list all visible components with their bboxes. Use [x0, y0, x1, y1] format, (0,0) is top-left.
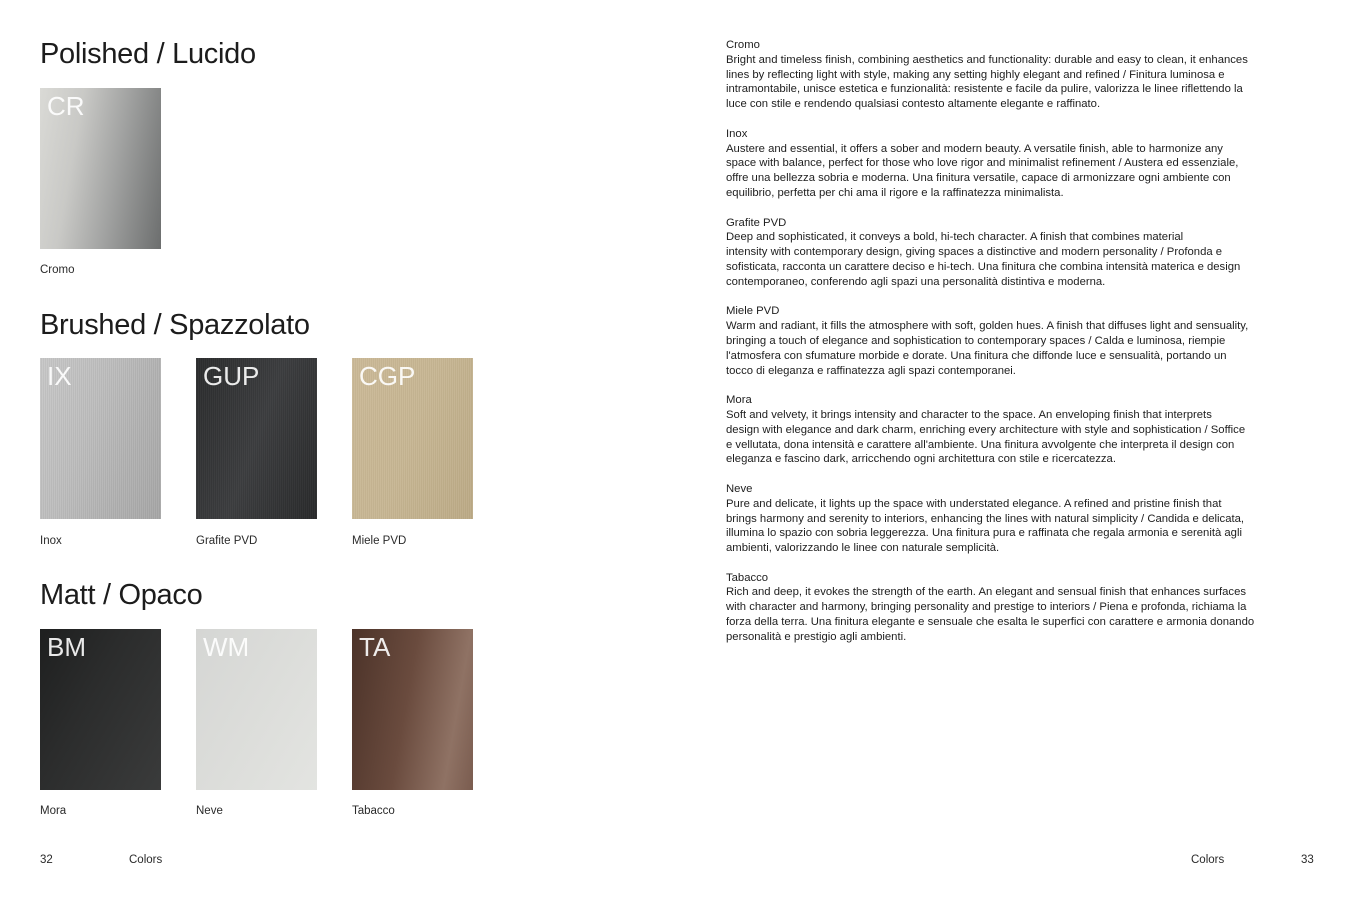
- swatch-label-mora: Mora: [40, 805, 67, 817]
- description-heading: Mora: [726, 394, 752, 407]
- description-heading: Grafite PVD: [726, 216, 787, 229]
- description-line: forza della terra. Una finitura elegante e sensuale che esalta le superfici con carattere e armonia donando: [726, 616, 1255, 629]
- description-line: tocco di eleganza e raffinatezza agli spazi contemporanei.: [726, 364, 1016, 377]
- description-line: Warm and radiant, it fills the atmosphere with soft, golden hues. A finish that diffuses light and sensuality,: [726, 320, 1249, 333]
- description-line: intramontabile, unisce estetica e funzionalità: resistente e facile da pulire, valorizza le linee riflettendo la: [726, 83, 1243, 96]
- swatch-code: GUP: [203, 361, 260, 391]
- description-heading: Cromo: [726, 39, 760, 51]
- footer-label-right: Colors: [1191, 854, 1225, 866]
- swatch-inox: [40, 358, 161, 519]
- description-line: ambienti, valorizzando le linee con naturale semplicità.: [726, 542, 1000, 555]
- description-heading: Tabacco: [726, 571, 769, 584]
- description-heading: Neve: [726, 482, 753, 495]
- swatch-code: CGP: [359, 361, 416, 391]
- description-heading: Inox: [726, 127, 748, 140]
- swatch-code: BM: [47, 632, 86, 662]
- description-line: eleganza e fascino dark, arricchendo ogni architettura con stile e ricercatezza.: [726, 453, 1116, 466]
- swatch-tabacco: [352, 629, 473, 790]
- swatch-code: TA: [359, 632, 391, 662]
- page-number-left: 32: [40, 854, 53, 866]
- description-line: design with elegance and dark charm, enriching every architecture with style and sophistication / Soffice: [726, 423, 1246, 436]
- description-line: e vellutata, dona intensità e carattere all'ambiente. Una finitura avvolgente che interpreta il design con: [726, 438, 1235, 451]
- swatch-grafite-pvd: [196, 358, 317, 519]
- section-title-matt: Matt / Opaco: [40, 579, 203, 611]
- description-line: Rich and deep, it evokes the strength of the earth. An elegant and sensual finish that enhances surfaces: [726, 586, 1246, 599]
- description-line: Austere and essential, it offers a sober and modern beauty. A versatile finish, able to harmonize any: [726, 142, 1223, 155]
- description-line: sofisticata, racconta un carattere deciso e hi-tech. Una finitura che combina intensità materica e design: [726, 260, 1241, 273]
- swatch-label-miele-pvd: Miele PVD: [352, 535, 407, 547]
- page-number-right: 33: [1301, 854, 1314, 866]
- swatch-cromo: [40, 88, 161, 249]
- swatch-label-tabacco: Tabacco: [352, 805, 395, 817]
- description-line: Deep and sophisticated, it conveys a bold, hi-tech character. A finish that combines material: [726, 231, 1184, 244]
- section-title-brushed: Brushed / Spazzolato: [40, 309, 310, 341]
- description-heading: Miele PVD: [726, 305, 780, 318]
- description-line: equilibrio, perfetta per chi ama il rigore e la raffinatezza minimalista.: [726, 186, 1064, 199]
- description-line: l'atmosfera con sfumature morbide e dorate. Una finitura che diffonde luce e sensualità, portando un: [726, 349, 1227, 362]
- swatch-label-cromo: Cromo: [40, 264, 75, 276]
- swatch-label-neve: Neve: [196, 805, 223, 817]
- swatch-mora: [40, 629, 161, 790]
- footer-label-left: Colors: [129, 854, 163, 866]
- description-line: brings harmony and serenity to interiors, enhancing the lines with natural simplicity / Candida e delicata,: [726, 512, 1245, 525]
- description-line: intensity with contemporary design, giving spaces a distinctive and modern personality / Profonda e: [726, 246, 1223, 259]
- description-line: Soft and velvety, it brings intensity and character to the space. An enveloping finish that interprets: [726, 408, 1212, 421]
- description-line: personalità e prestigio agli ambienti.: [726, 630, 907, 643]
- description-line: luce con stile e rendendo qualsiasi contesto altamente elegante e raffinato.: [726, 98, 1101, 111]
- swatch-code: IX: [47, 361, 72, 391]
- description-line: offre una bellezza sobria e moderna. Una finitura versatile, capace di armonizzare ogni ambiente con: [726, 172, 1231, 185]
- description-inox: [726, 127, 1318, 201]
- description-line: contemporaneo, conferendo agli spazi una personalità distintiva e moderna.: [726, 275, 1106, 288]
- swatch-neve: [196, 629, 317, 790]
- description-line: Pure and delicate, it lights up the space with understated elegance. A refined and pristine finish that: [726, 497, 1222, 510]
- description-line: space with balance, perfect for those who love rigor and minimalist refinement / Austera ed essenziale,: [726, 157, 1239, 170]
- description-miele-pvd: [726, 304, 1318, 378]
- swatch-label-grafite-pvd: Grafite PVD: [196, 535, 258, 547]
- finish-descriptions: [726, 38, 1318, 659]
- section-title-polished: Polished / Lucido: [40, 38, 256, 70]
- description-grafite-pvd: [726, 216, 1318, 290]
- description-line: lines by reflecting light with style, making any setting highly elegant and refined / Finitura luminosa e: [726, 68, 1225, 81]
- description-line: with character and harmony, bringing personality and prestige to interiors / Piena e profonda, richiama la: [726, 601, 1247, 614]
- swatch-code: WM: [203, 632, 250, 662]
- description-line: illumina lo spazio con sobria leggerezza. Una finitura pura e raffinata che regala armonia e serenità agli: [726, 527, 1242, 540]
- swatch-code: CR: [47, 91, 85, 121]
- swatch-miele-pvd: [352, 358, 473, 519]
- description-line: bringing a touch of elegance and sophistication to contemporary spaces / Calda e luminosa, riempie: [726, 334, 1226, 347]
- description-cromo: [726, 38, 1318, 112]
- description-tabacco: [726, 571, 1318, 645]
- swatch-label-inox: Inox: [40, 535, 62, 547]
- description-neve: [726, 482, 1318, 556]
- description-mora: [726, 393, 1318, 467]
- description-line: Bright and timeless finish, combining aesthetics and functionality: durable and easy to clean, it enhances: [726, 53, 1248, 66]
